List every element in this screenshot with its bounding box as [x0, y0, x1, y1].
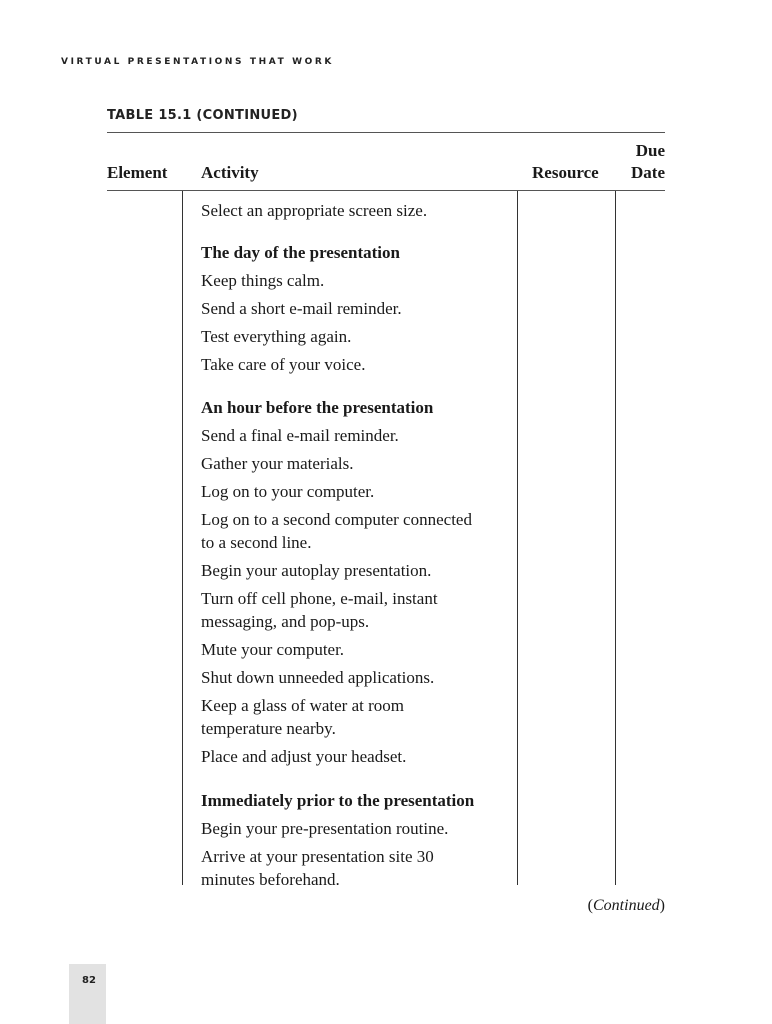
section-heading-day-of: The day of the presentation	[201, 243, 400, 262]
column-header-element: Element	[107, 163, 168, 182]
column-header-date: Date	[631, 163, 665, 182]
table-title: TABLE 15.1 (CONTINUED)	[107, 108, 298, 123]
activity-item: Arrive at your presentation site 30	[201, 847, 434, 866]
activity-item: Place and adjust your headset.	[201, 747, 407, 766]
activity-item: Log on to your computer.	[201, 482, 375, 501]
activity-item: Take care of your voice.	[201, 355, 366, 374]
column-divider-element	[182, 191, 183, 885]
activity-item: Keep a glass of water at room	[201, 696, 404, 715]
table-header-rule	[107, 190, 665, 191]
table-top-rule	[107, 132, 665, 133]
activity-item: Log on to a second computer connected	[201, 510, 472, 529]
column-header-activity: Activity	[201, 163, 259, 182]
activity-item: Turn off cell phone, e-mail, instant	[201, 589, 438, 608]
column-header-resource: Resource	[532, 163, 599, 182]
section-heading-immediately-prior: Immediately prior to the presentation	[201, 791, 475, 810]
activity-item: Send a final e-mail reminder.	[201, 426, 399, 445]
column-divider-activity	[517, 191, 518, 885]
activity-item-continuation: minutes beforehand.	[201, 870, 340, 889]
activity-item: Mute your computer.	[201, 640, 345, 659]
activity-item: Gather your materials.	[201, 454, 354, 473]
running-head: VIRTUAL PRESENTATIONS THAT WORK	[61, 57, 334, 67]
page-number-tab	[69, 964, 106, 1024]
activity-item: Test everything again.	[201, 327, 352, 346]
column-divider-resource	[615, 191, 616, 885]
activity-item-continuation: temperature nearby.	[201, 719, 336, 738]
column-header-due: Due	[635, 141, 665, 160]
continued-note: (Continued)	[587, 897, 665, 914]
activity-item: Keep things calm.	[201, 271, 325, 290]
activity-item-continuation: to a second line.	[201, 533, 312, 552]
page-number: 82	[82, 975, 96, 986]
activity-item: Begin your pre-presentation routine.	[201, 819, 449, 838]
activity-item: Select an appropriate screen size.	[201, 201, 428, 220]
section-heading-hour-before: An hour before the presentation	[201, 398, 434, 417]
activity-item-continuation: messaging, and pop-ups.	[201, 612, 370, 631]
activity-item: Send a short e-mail reminder.	[201, 299, 402, 318]
activity-item: Shut down unneeded applications.	[201, 668, 435, 687]
activity-item: Begin your autoplay presentation.	[201, 561, 432, 580]
continued-label: Continued	[593, 897, 660, 914]
